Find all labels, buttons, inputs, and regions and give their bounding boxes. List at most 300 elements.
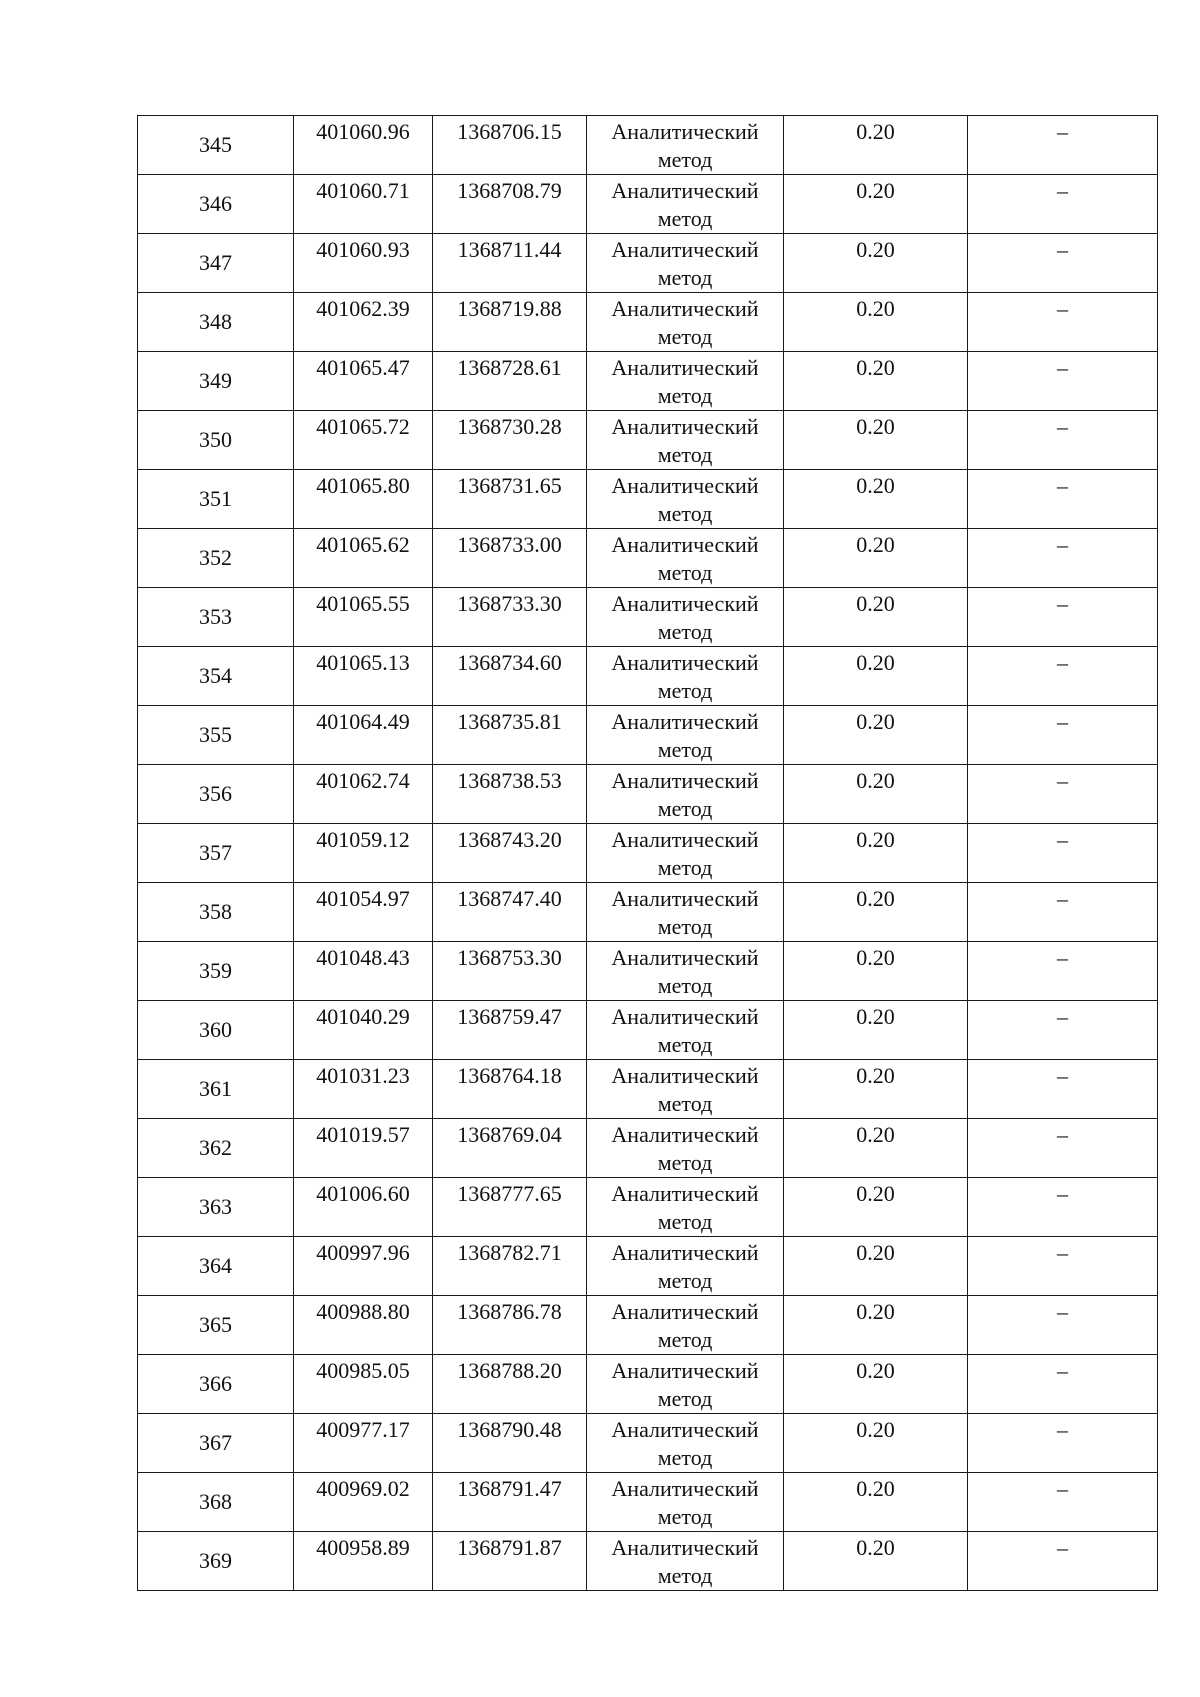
x-coordinate-cell-text: 400985.05 (316, 1358, 410, 1383)
note-cell (968, 1414, 1158, 1473)
method-cell (587, 1119, 784, 1178)
accuracy-cell-text: 0.20 (856, 1063, 895, 1088)
y-coordinate-cell (433, 1060, 587, 1119)
y-coordinate-cell-text: 1368788.20 (457, 1358, 562, 1383)
accuracy-cell-text: 0.20 (856, 1476, 895, 1501)
x-coordinate-cell (294, 706, 433, 765)
y-coordinate-cell-text: 1368706.15 (457, 119, 562, 144)
note-cell (968, 175, 1158, 234)
method-cell (587, 116, 784, 175)
table-row (138, 765, 1158, 824)
accuracy-cell-text: 0.20 (856, 591, 895, 616)
accuracy-cell (784, 1296, 968, 1355)
y-coordinate-cell-text: 1368753.30 (457, 945, 562, 970)
accuracy-cell (784, 883, 968, 942)
x-coordinate-cell (294, 1355, 433, 1414)
accuracy-cell-text: 0.20 (856, 237, 895, 262)
method-cell-text: Аналитический метод (611, 1063, 759, 1116)
y-coordinate-cell (433, 234, 587, 293)
note-cell-text: – (1057, 1476, 1068, 1501)
note-cell (968, 1473, 1158, 1532)
table-row (138, 1355, 1158, 1414)
method-cell (587, 411, 784, 470)
x-coordinate-cell-text: 401060.96 (316, 119, 410, 144)
y-coordinate-cell (433, 824, 587, 883)
method-cell (587, 942, 784, 1001)
point-number-cell: 366 (138, 1355, 294, 1414)
method-cell-text: Аналитический метод (611, 709, 759, 762)
accuracy-cell (784, 706, 968, 765)
x-coordinate-cell (294, 1473, 433, 1532)
y-coordinate-cell-text: 1368731.65 (457, 473, 562, 498)
table-row (138, 175, 1158, 234)
note-cell (968, 824, 1158, 883)
point-number-cell: 369 (138, 1532, 294, 1591)
method-cell-text: Аналитический метод (611, 768, 759, 821)
table-row (138, 116, 1158, 175)
y-coordinate-cell-text: 1368734.60 (457, 650, 562, 675)
y-coordinate-cell (433, 1178, 587, 1237)
table-row (138, 352, 1158, 411)
note-cell (968, 470, 1158, 529)
accuracy-cell (784, 116, 968, 175)
method-cell (587, 883, 784, 942)
method-cell (587, 529, 784, 588)
note-cell (968, 1001, 1158, 1060)
x-coordinate-cell (294, 1532, 433, 1591)
method-cell-text: Аналитический метод (611, 1476, 759, 1529)
table-row (138, 1532, 1158, 1591)
x-coordinate-cell-text: 401048.43 (316, 945, 410, 970)
accuracy-cell-text: 0.20 (856, 178, 895, 203)
note-cell (968, 647, 1158, 706)
method-cell-text: Аналитический метод (611, 1240, 759, 1293)
note-cell-text: – (1057, 1358, 1068, 1383)
accuracy-cell-text: 0.20 (856, 1358, 895, 1383)
note-cell (968, 116, 1158, 175)
accuracy-cell-text: 0.20 (856, 1122, 895, 1147)
table-row (138, 706, 1158, 765)
table-row (138, 470, 1158, 529)
note-cell (968, 1178, 1158, 1237)
method-cell-text: Аналитический метод (611, 355, 759, 408)
note-cell-text: – (1057, 650, 1068, 675)
method-cell-text: Аналитический метод (611, 414, 759, 467)
accuracy-cell-text: 0.20 (856, 1417, 895, 1442)
note-cell-text: – (1057, 532, 1068, 557)
table-row (138, 529, 1158, 588)
accuracy-cell-text: 0.20 (856, 1535, 895, 1560)
accuracy-cell-text: 0.20 (856, 768, 895, 793)
x-coordinate-cell-text: 401065.80 (316, 473, 410, 498)
x-coordinate-cell (294, 234, 433, 293)
method-cell (587, 175, 784, 234)
note-cell-text: – (1057, 237, 1068, 262)
method-cell-text: Аналитический метод (611, 473, 759, 526)
method-cell (587, 1237, 784, 1296)
method-cell-text: Аналитический метод (611, 1299, 759, 1352)
x-coordinate-cell-text: 400958.89 (316, 1535, 410, 1560)
note-cell-text: – (1057, 1299, 1068, 1324)
x-coordinate-cell (294, 1060, 433, 1119)
x-coordinate-cell-text: 401006.60 (316, 1181, 410, 1206)
point-number-cell: 350 (138, 411, 294, 470)
method-cell-text: Аналитический метод (611, 119, 759, 172)
note-cell-text: – (1057, 473, 1068, 498)
note-cell (968, 1355, 1158, 1414)
note-cell-text: – (1057, 1063, 1068, 1088)
point-number-cell: 345 (138, 116, 294, 175)
accuracy-cell (784, 234, 968, 293)
y-coordinate-cell-text: 1368733.00 (457, 532, 562, 557)
note-cell-text: – (1057, 119, 1068, 144)
method-cell-text: Аналитический метод (611, 296, 759, 349)
accuracy-cell (784, 293, 968, 352)
table-row (138, 234, 1158, 293)
coordinates-table-body (138, 116, 1158, 1591)
accuracy-cell-text: 0.20 (856, 650, 895, 675)
point-number-cell: 353 (138, 588, 294, 647)
y-coordinate-cell-text: 1368708.79 (457, 178, 562, 203)
accuracy-cell (784, 352, 968, 411)
method-cell-text: Аналитический метод (611, 1358, 759, 1411)
method-cell (587, 824, 784, 883)
method-cell (587, 1473, 784, 1532)
method-cell (587, 1414, 784, 1473)
x-coordinate-cell-text: 401065.62 (316, 532, 410, 557)
method-cell-text: Аналитический метод (611, 650, 759, 703)
y-coordinate-cell (433, 352, 587, 411)
y-coordinate-cell (433, 1473, 587, 1532)
table-row (138, 411, 1158, 470)
y-coordinate-cell (433, 1237, 587, 1296)
accuracy-cell-text: 0.20 (856, 1240, 895, 1265)
y-coordinate-cell-text: 1368738.53 (457, 768, 562, 793)
y-coordinate-cell-text: 1368743.20 (457, 827, 562, 852)
point-number-cell: 354 (138, 647, 294, 706)
y-coordinate-cell (433, 647, 587, 706)
y-coordinate-cell-text: 1368730.28 (457, 414, 562, 439)
accuracy-cell-text: 0.20 (856, 827, 895, 852)
note-cell-text: – (1057, 886, 1068, 911)
method-cell-text: Аналитический метод (611, 178, 759, 231)
accuracy-cell (784, 175, 968, 234)
x-coordinate-cell (294, 1237, 433, 1296)
method-cell (587, 1355, 784, 1414)
x-coordinate-cell-text: 400977.17 (316, 1417, 410, 1442)
accuracy-cell (784, 647, 968, 706)
x-coordinate-cell (294, 352, 433, 411)
y-coordinate-cell-text: 1368747.40 (457, 886, 562, 911)
accuracy-cell (784, 765, 968, 824)
method-cell-text: Аналитический метод (611, 1122, 759, 1175)
note-cell-text: – (1057, 1004, 1068, 1029)
y-coordinate-cell-text: 1368790.48 (457, 1417, 562, 1442)
x-coordinate-cell-text: 400969.02 (316, 1476, 410, 1501)
point-number-cell: 355 (138, 706, 294, 765)
x-coordinate-cell (294, 1178, 433, 1237)
y-coordinate-cell (433, 765, 587, 824)
x-coordinate-cell (294, 942, 433, 1001)
table-row (138, 1119, 1158, 1178)
table-row (138, 1414, 1158, 1473)
x-coordinate-cell-text: 401065.13 (316, 650, 410, 675)
method-cell (587, 1178, 784, 1237)
note-cell-text: – (1057, 1240, 1068, 1265)
note-cell (968, 411, 1158, 470)
accuracy-cell-text: 0.20 (856, 296, 895, 321)
y-coordinate-cell-text: 1368777.65 (457, 1181, 562, 1206)
point-number-cell: 358 (138, 883, 294, 942)
point-number-cell: 348 (138, 293, 294, 352)
x-coordinate-cell (294, 293, 433, 352)
note-cell (968, 883, 1158, 942)
note-cell (968, 529, 1158, 588)
accuracy-cell (784, 1237, 968, 1296)
y-coordinate-cell-text: 1368764.18 (457, 1063, 562, 1088)
y-coordinate-cell (433, 411, 587, 470)
accuracy-cell (784, 1414, 968, 1473)
point-number-cell: 351 (138, 470, 294, 529)
note-cell-text: – (1057, 178, 1068, 203)
method-cell (587, 706, 784, 765)
method-cell (587, 647, 784, 706)
x-coordinate-cell-text: 401060.71 (316, 178, 410, 203)
note-cell (968, 293, 1158, 352)
y-coordinate-cell (433, 706, 587, 765)
accuracy-cell (784, 1178, 968, 1237)
note-cell-text: – (1057, 1535, 1068, 1560)
point-number-cell: 360 (138, 1001, 294, 1060)
note-cell (968, 706, 1158, 765)
x-coordinate-cell (294, 765, 433, 824)
accuracy-cell-text: 0.20 (856, 414, 895, 439)
point-number-cell: 362 (138, 1119, 294, 1178)
table-row (138, 1237, 1158, 1296)
note-cell-text: – (1057, 355, 1068, 380)
y-coordinate-cell-text: 1368786.78 (457, 1299, 562, 1324)
y-coordinate-cell-text: 1368728.61 (457, 355, 562, 380)
note-cell-text: – (1057, 945, 1068, 970)
accuracy-cell (784, 529, 968, 588)
x-coordinate-cell-text: 401040.29 (316, 1004, 410, 1029)
note-cell-text: – (1057, 414, 1068, 439)
accuracy-cell-text: 0.20 (856, 473, 895, 498)
note-cell-text: – (1057, 768, 1068, 793)
x-coordinate-cell-text: 401019.57 (316, 1122, 410, 1147)
y-coordinate-cell (433, 1119, 587, 1178)
method-cell-text: Аналитический метод (611, 886, 759, 939)
coordinates-table (137, 115, 1158, 1591)
note-cell-text: – (1057, 1417, 1068, 1442)
x-coordinate-cell-text: 400988.80 (316, 1299, 410, 1324)
accuracy-cell-text: 0.20 (856, 119, 895, 144)
method-cell-text: Аналитический метод (611, 1181, 759, 1234)
y-coordinate-cell-text: 1368791.87 (457, 1535, 562, 1560)
x-coordinate-cell-text: 401054.97 (316, 886, 410, 911)
note-cell (968, 352, 1158, 411)
y-coordinate-cell (433, 1532, 587, 1591)
y-coordinate-cell (433, 293, 587, 352)
x-coordinate-cell-text: 401065.55 (316, 591, 410, 616)
point-number-cell: 346 (138, 175, 294, 234)
method-cell-text: Аналитический метод (611, 1417, 759, 1470)
note-cell-text: – (1057, 591, 1068, 616)
note-cell (968, 942, 1158, 1001)
y-coordinate-cell-text: 1368769.04 (457, 1122, 562, 1147)
y-coordinate-cell (433, 883, 587, 942)
note-cell (968, 1237, 1158, 1296)
y-coordinate-cell-text: 1368719.88 (457, 296, 562, 321)
table-row (138, 883, 1158, 942)
point-number-cell: 359 (138, 942, 294, 1001)
method-cell-text: Аналитический метод (611, 945, 759, 998)
accuracy-cell-text: 0.20 (856, 1004, 895, 1029)
note-cell (968, 1060, 1158, 1119)
method-cell (587, 1001, 784, 1060)
y-coordinate-cell-text: 1368782.71 (457, 1240, 562, 1265)
x-coordinate-cell (294, 529, 433, 588)
y-coordinate-cell-text: 1368759.47 (457, 1004, 562, 1029)
y-coordinate-cell-text: 1368791.47 (457, 1476, 562, 1501)
method-cell (587, 1296, 784, 1355)
method-cell (587, 588, 784, 647)
note-cell (968, 1119, 1158, 1178)
point-number-cell: 367 (138, 1414, 294, 1473)
method-cell-text: Аналитический метод (611, 1004, 759, 1057)
y-coordinate-cell (433, 470, 587, 529)
x-coordinate-cell (294, 411, 433, 470)
accuracy-cell (784, 411, 968, 470)
y-coordinate-cell (433, 1355, 587, 1414)
x-coordinate-cell (294, 883, 433, 942)
x-coordinate-cell-text: 401059.12 (316, 827, 410, 852)
accuracy-cell (784, 1355, 968, 1414)
accuracy-cell-text: 0.20 (856, 355, 895, 380)
x-coordinate-cell (294, 1296, 433, 1355)
method-cell-text: Аналитический метод (611, 1535, 759, 1588)
note-cell-text: – (1057, 827, 1068, 852)
x-coordinate-cell-text: 400997.96 (316, 1240, 410, 1265)
accuracy-cell (784, 470, 968, 529)
accuracy-cell-text: 0.20 (856, 709, 895, 734)
y-coordinate-cell-text: 1368711.44 (457, 237, 562, 262)
note-cell (968, 1532, 1158, 1591)
method-cell-text: Аналитический метод (611, 827, 759, 880)
x-coordinate-cell-text: 401062.74 (316, 768, 410, 793)
point-number-cell: 361 (138, 1060, 294, 1119)
x-coordinate-cell (294, 1119, 433, 1178)
method-cell (587, 234, 784, 293)
accuracy-cell (784, 824, 968, 883)
note-cell (968, 588, 1158, 647)
accuracy-cell (784, 1532, 968, 1591)
y-coordinate-cell-text: 1368733.30 (457, 591, 562, 616)
point-number-cell: 363 (138, 1178, 294, 1237)
x-coordinate-cell (294, 1414, 433, 1473)
x-coordinate-cell (294, 824, 433, 883)
method-cell (587, 765, 784, 824)
x-coordinate-cell-text: 401062.39 (316, 296, 410, 321)
point-number-cell: 356 (138, 765, 294, 824)
method-cell (587, 470, 784, 529)
x-coordinate-cell-text: 401060.93 (316, 237, 410, 262)
note-cell-text: – (1057, 1181, 1068, 1206)
method-cell-text: Аналитический метод (611, 237, 759, 290)
y-coordinate-cell (433, 942, 587, 1001)
accuracy-cell-text: 0.20 (856, 945, 895, 970)
x-coordinate-cell-text: 401065.47 (316, 355, 410, 380)
point-number-cell: 347 (138, 234, 294, 293)
x-coordinate-cell-text: 401065.72 (316, 414, 410, 439)
table-row (138, 1060, 1158, 1119)
point-number-cell: 365 (138, 1296, 294, 1355)
y-coordinate-cell (433, 1001, 587, 1060)
accuracy-cell-text: 0.20 (856, 532, 895, 557)
note-cell (968, 234, 1158, 293)
y-coordinate-cell (433, 529, 587, 588)
y-coordinate-cell (433, 1414, 587, 1473)
y-coordinate-cell-text: 1368735.81 (457, 709, 562, 734)
accuracy-cell (784, 1001, 968, 1060)
y-coordinate-cell (433, 588, 587, 647)
accuracy-cell (784, 588, 968, 647)
x-coordinate-cell (294, 175, 433, 234)
y-coordinate-cell (433, 175, 587, 234)
accuracy-cell (784, 1119, 968, 1178)
method-cell-text: Аналитический метод (611, 591, 759, 644)
accuracy-cell-text: 0.20 (856, 886, 895, 911)
note-cell-text: – (1057, 1122, 1068, 1147)
point-number-cell: 349 (138, 352, 294, 411)
accuracy-cell-text: 0.20 (856, 1181, 895, 1206)
point-number-cell: 368 (138, 1473, 294, 1532)
x-coordinate-cell (294, 647, 433, 706)
method-cell (587, 1060, 784, 1119)
y-coordinate-cell (433, 116, 587, 175)
note-cell (968, 765, 1158, 824)
x-coordinate-cell (294, 1001, 433, 1060)
table-row (138, 1178, 1158, 1237)
x-coordinate-cell-text: 401064.49 (316, 709, 410, 734)
table-row (138, 824, 1158, 883)
x-coordinate-cell (294, 588, 433, 647)
accuracy-cell (784, 942, 968, 1001)
x-coordinate-cell (294, 116, 433, 175)
table-row (138, 293, 1158, 352)
note-cell-text: – (1057, 296, 1068, 321)
point-number-cell: 364 (138, 1237, 294, 1296)
method-cell (587, 293, 784, 352)
accuracy-cell (784, 1473, 968, 1532)
accuracy-cell-text: 0.20 (856, 1299, 895, 1324)
note-cell-text: – (1057, 709, 1068, 734)
table-row (138, 588, 1158, 647)
x-coordinate-cell-text: 401031.23 (316, 1063, 410, 1088)
note-cell (968, 1296, 1158, 1355)
accuracy-cell (784, 1060, 968, 1119)
table-row (138, 1001, 1158, 1060)
table-row (138, 1296, 1158, 1355)
table-row (138, 1473, 1158, 1532)
x-coordinate-cell (294, 470, 433, 529)
y-coordinate-cell (433, 1296, 587, 1355)
method-cell (587, 352, 784, 411)
method-cell (587, 1532, 784, 1591)
table-row (138, 647, 1158, 706)
method-cell-text: Аналитический метод (611, 532, 759, 585)
table-row (138, 942, 1158, 1001)
